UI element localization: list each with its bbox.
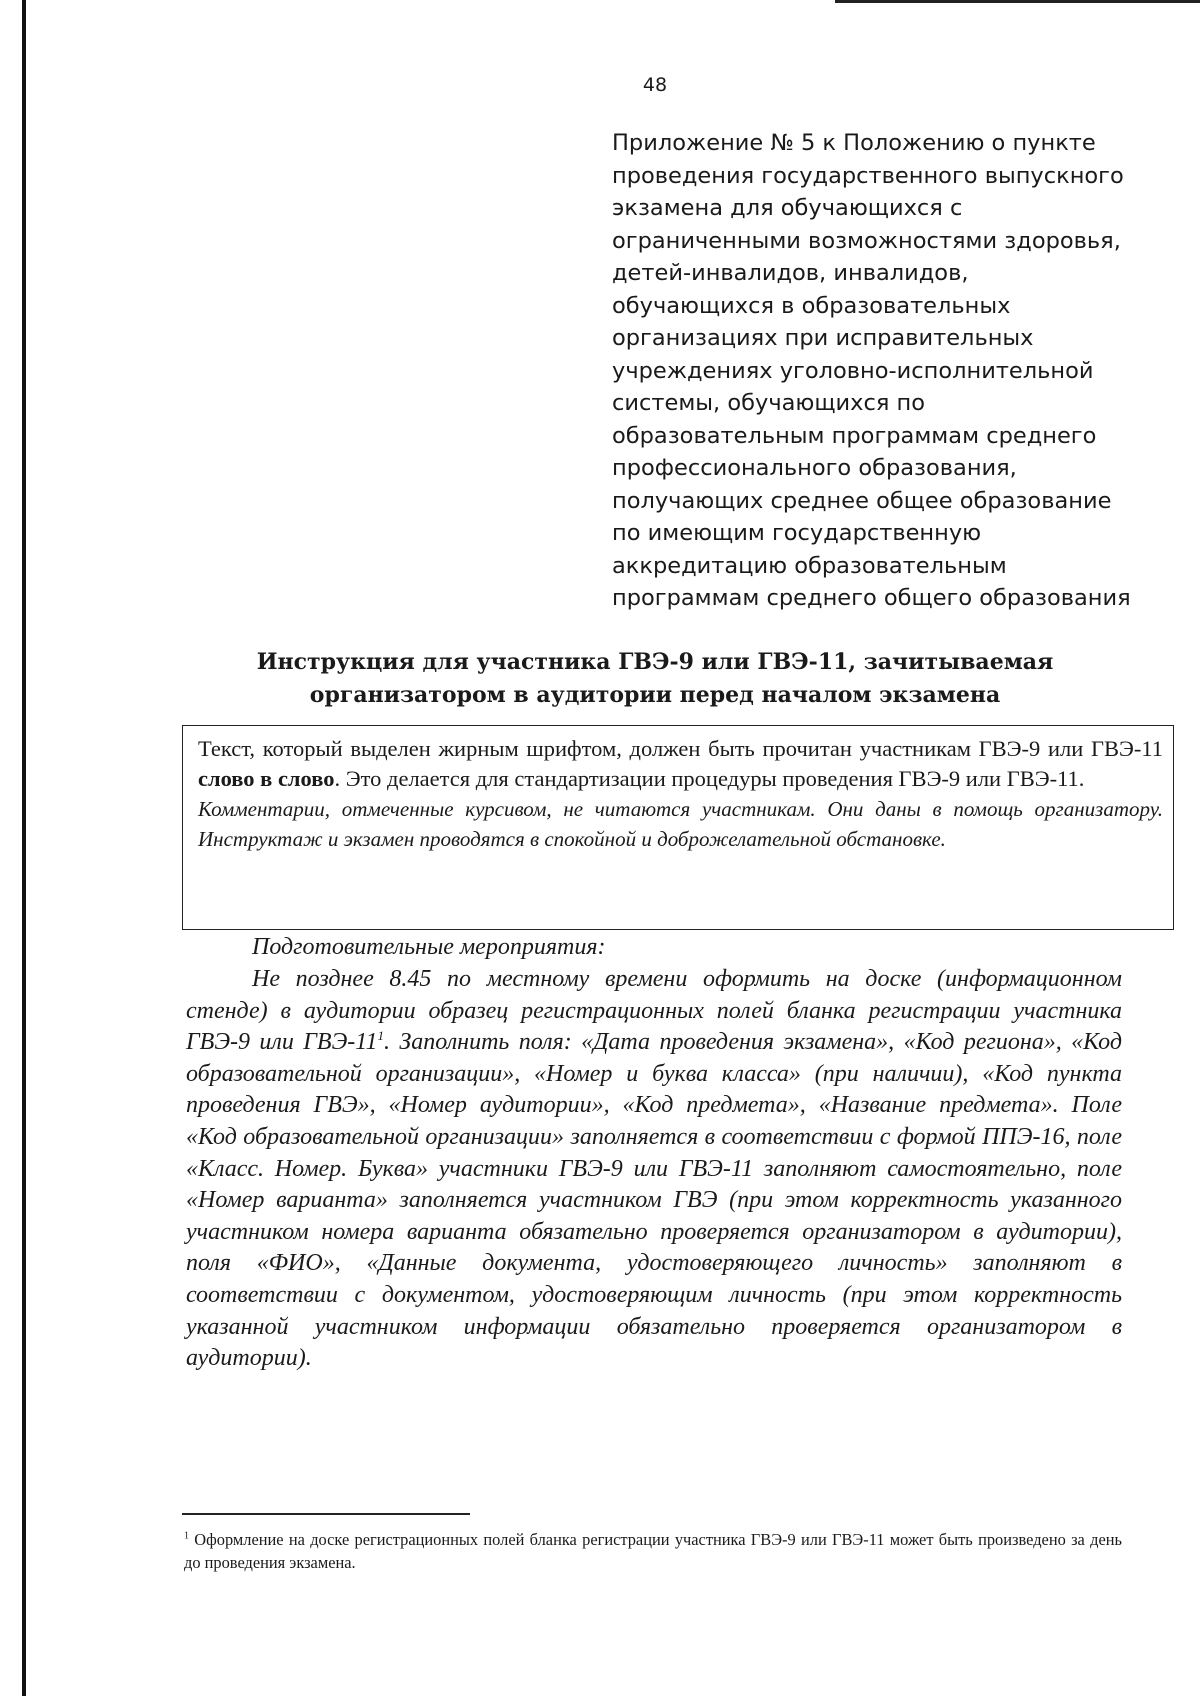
preparation-text-part-1: Не позднее 8.45 по местному времени оформить на доске (информационном стенде) в аудитории образец регистрационных полей бланка регистрации участника ГВЭ-9 или ГВЭ-11	[186, 966, 1122, 1056]
instruction-text-start: Текст, который выделен жирным шрифтом, должен быть прочитан участникам ГВЭ-9 или ГВЭ-11	[198, 736, 1163, 761]
appendix-line: профессионального образования,	[612, 455, 1017, 481]
footnote-divider	[182, 1513, 470, 1515]
instruction-italic-note: Комментарии, отмеченные курсивом, не читаются участникам. Они даны в помощь организатору. Инструктаж и экзамен проводятся в спокойной и доброжелательной обстановке.	[198, 797, 1163, 851]
appendix-line: детей-инвалидов, инвалидов,	[612, 260, 969, 286]
appendix-header	[612, 127, 1172, 615]
preparation-paragraph	[186, 964, 1122, 1375]
appendix-line: по имеющим государственную	[612, 520, 982, 546]
instruction-box	[182, 725, 1174, 930]
preparation-heading: Подготовительные мероприятия:	[252, 934, 606, 960]
appendix-line: системы, обучающихся по	[612, 390, 926, 416]
preparation-text-part-2: . Заполнить поля: «Дата проведения экзамена», «Код региона», «Код образовательной организации», «Номер и буква класса» (при наличии), «Код пункта проведения ГВЭ», «Номер аудитории», «Код предмета», «Название предмета». Поле «Код образовательной организации» заполняется в соответствии с формой ППЭ-16, поле «Класс. Номер. Буква» участники ГВЭ-9 или ГВЭ-11 заполняют самостоятельно, поле «Номер варианта» заполняется участником ГВЭ (при этом корректность указанного участником номера варианта обязательно проверяется организатором в аудитории), поля «ФИО», «Данные документа, удостоверяющего личность» заполняют в соответствии с документом, удостоверяющим личность (при этом корректность указанной участником информации обязательно проверяется организатором в аудитории).	[186, 1029, 1122, 1372]
footnote	[184, 1528, 1122, 1574]
instruction-text-end: . Это делается для стандартизации процедуры проведения ГВЭ-9 или ГВЭ-11.	[334, 766, 1085, 791]
footnote-mark: 1	[184, 1530, 189, 1542]
scan-edge-left	[22, 0, 26, 1696]
instruction-bold-phrase: слово в слово	[198, 766, 335, 791]
appendix-line: проведения государственного выпускного	[612, 162, 1124, 189]
page-number: 48	[642, 74, 668, 96]
appendix-line: учреждениях уголовно-исполнительной	[612, 357, 1094, 384]
document-title	[180, 646, 1130, 712]
appendix-line: аккредитацию образовательным	[612, 552, 1007, 579]
appendix-line: программам среднего общего образования	[612, 585, 1131, 611]
appendix-line: экзамена для обучающихся с	[612, 195, 963, 221]
title-line-2: организатором в аудитории перед началом экзамена	[309, 682, 1001, 708]
appendix-line: Приложение № 5 к Положению о пункте	[612, 130, 1096, 156]
appendix-line: образовательным программам среднего	[612, 422, 1097, 449]
appendix-line: получающих среднее общее образование	[612, 487, 1112, 514]
footnote-text: Оформление на доске регистрационных полей бланка регистрации участника ГВЭ-9 или ГВЭ-11 может быть произведено за день до проведения экзамена.	[184, 1530, 1122, 1572]
footnote-reference[interactable]: 1	[377, 1028, 385, 1044]
appendix-line: организациях при исправительных	[612, 325, 1034, 351]
appendix-line: ограниченными возможностями здоровья,	[612, 227, 1121, 254]
scan-edge-top	[835, 0, 1200, 3]
appendix-line: обучающихся в образовательных	[612, 292, 1011, 319]
title-line-1: Инструкция для участника ГВЭ-9 или ГВЭ-11, зачитываемая	[256, 649, 1054, 675]
instruction-text	[198, 734, 1163, 794]
